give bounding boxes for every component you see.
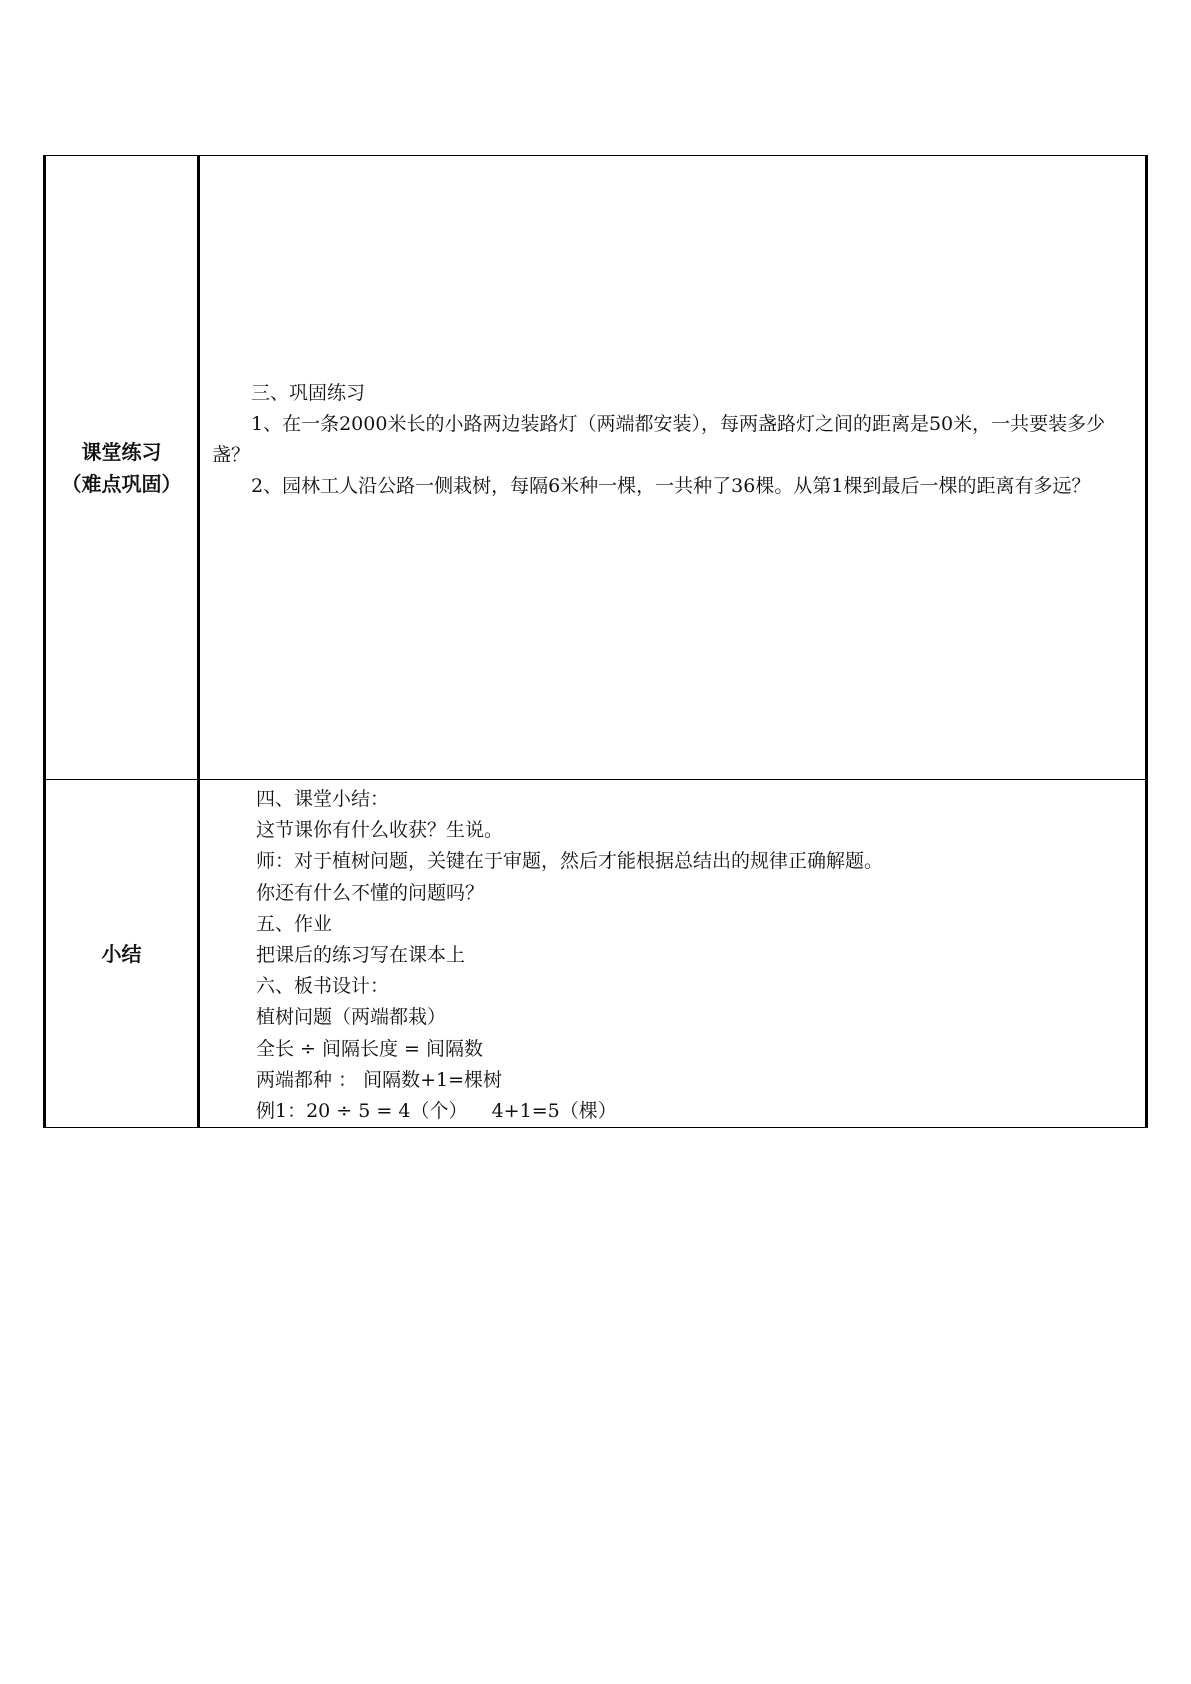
practice-question-1: 1、在一条2000米长的小路两边装路灯（两端都安装），每两盏路灯之间的距离是50米，一共要装多少盏？	[212, 413, 1106, 466]
practice-label-line1: 课堂练习	[81, 439, 162, 464]
summary-line: 四、课堂小结：	[256, 788, 390, 810]
practice-label-line2: （难点巩固）	[61, 471, 182, 496]
summary-line: 师：对于植树问题，关键在于审题，然后才能根据总结出的规律正确解题。	[256, 850, 884, 873]
summary-line: 你还有什么不懂的问题吗？	[256, 881, 485, 904]
summary-line: 植树问题（两端都栽）	[256, 1006, 447, 1029]
summary-row	[45, 780, 1147, 1128]
summary-line: 五、作业	[256, 912, 333, 935]
summary-line: 两端都种 ： 间隔数+1=棵树	[256, 1068, 503, 1091]
practice-content-cell	[199, 156, 1147, 780]
summary-line: 例1：20 ÷ 5 = 4（个） 4+1=5（棵）	[256, 1100, 617, 1123]
practice-heading: 三、巩固练习	[251, 382, 366, 404]
summary-line: 把课后的练习写在课本上	[256, 944, 466, 967]
lesson-plan-table	[43, 155, 1148, 1128]
summary-label-cell	[45, 780, 199, 1128]
practice-label-cell	[45, 156, 199, 780]
summary-line: 这节课你有什么收获？生说。	[256, 819, 504, 842]
practice-row	[45, 156, 1147, 780]
summary-label: 小结	[101, 941, 142, 966]
summary-line: 六、板书设计：	[256, 975, 390, 998]
summary-content-cell	[199, 780, 1147, 1128]
practice-question-2: 2、园林工人沿公路一侧栽树，每隔6米种一棵，一共种了36棵。从第1棵到最后一棵的距离有多远？	[251, 475, 1091, 497]
summary-line: 全长 ÷ 间隔长度 = 间隔数	[256, 1037, 483, 1060]
